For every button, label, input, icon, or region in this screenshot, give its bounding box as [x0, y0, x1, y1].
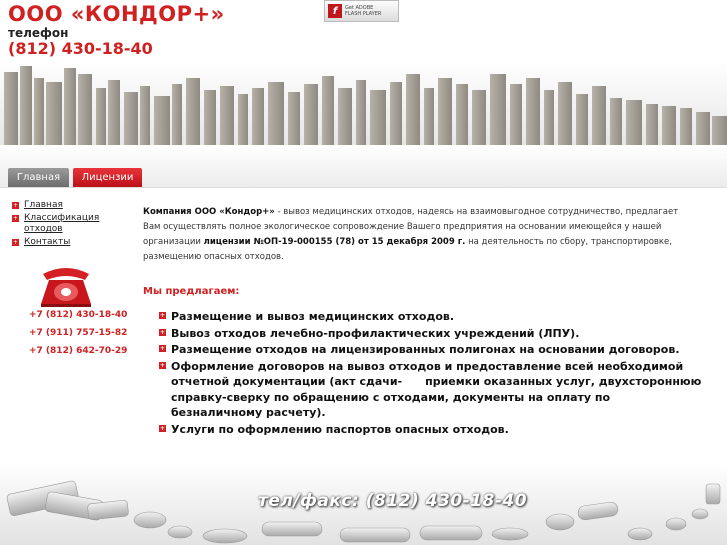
intro-company-name: Компания ООО «Кондор+» — [143, 207, 275, 217]
list-item — [159, 326, 721, 342]
offer-text: Размещение отходов на лицензированных полигонах на основании договоров. — [171, 343, 680, 356]
offer-text: Оформление договоров на вывоз отходов и предоставление всей необходимой отчетной документации (акт сдачи- приемки оказанных услуг, двухстороннюю справку-сверку по обращению с отходами, документы на оплату по безналичному расчету). — [171, 359, 706, 419]
sidebar-item-contacts[interactable] — [12, 237, 127, 248]
intro-text-2: на деятельность по сбору, транспортировке, размещению опасных отходов. — [143, 237, 672, 262]
offer-text: Услуги по оформлению паспортов опасных отходов. — [171, 422, 509, 436]
flash-badge-line1: Get ADOBE — [345, 5, 374, 11]
plus-bullet-icon: + — [159, 328, 166, 336]
plus-bullet-icon: + — [159, 312, 166, 319]
footer-phone-fax: тел/факс: (812) 430-18-40 — [258, 491, 528, 511]
plus-bullet-icon: + — [12, 239, 19, 246]
list-item — [159, 359, 721, 421]
sidebar-menu — [12, 200, 127, 250]
sidebar-item-home[interactable] — [12, 200, 127, 211]
offer-text: Вывоз отходов лечебно-профилактических учреждений (ЛПУ). — [171, 326, 580, 340]
sidebar-item-classification[interactable] — [12, 213, 127, 235]
plus-bullet-icon: + — [159, 345, 166, 352]
get-flash-player-badge[interactable] — [324, 0, 399, 22]
offers-list — [159, 309, 721, 438]
offers-title: Мы предлагаем: — [143, 286, 240, 297]
list-item — [159, 422, 721, 438]
contact-phone-1: +7 (812) 430-18-40 — [29, 310, 128, 320]
sidebar-item-label[interactable]: Главная — [24, 200, 63, 210]
flash-badge-line2: FLASH PLAYER — [345, 11, 382, 17]
header — [0, 0, 727, 145]
list-item — [159, 342, 721, 358]
contact-phone-3: +7 (812) 642-70-29 — [29, 346, 128, 356]
phone-label: телефон — [8, 26, 69, 40]
contact-phone-2: +7 (911) 757-15-82 — [29, 328, 128, 338]
sidebar-phone-list — [29, 306, 127, 360]
tab-licenses[interactable]: Лицензии — [73, 168, 142, 187]
plus-bullet-icon: + — [12, 215, 19, 222]
offer-text: Размещение и вывоз медицинских отходов. — [171, 310, 455, 323]
plus-bullet-icon: + — [159, 424, 166, 432]
plus-bullet-icon: + — [12, 202, 19, 209]
header-phone: (812) 430-18-40 — [8, 39, 153, 58]
intro-paragraph — [143, 205, 688, 265]
sidebar-item-label[interactable]: Классификация отходов — [24, 213, 100, 234]
plus-bullet-icon: + — [159, 361, 166, 369]
flash-icon: f — [328, 4, 342, 18]
list-item — [159, 309, 721, 325]
tab-home[interactable]: Главная — [8, 168, 69, 187]
intro-license: лицензии №ОП-19-000155 (78) от 15 декабря 2009 г. — [203, 237, 466, 247]
intro-text-1: - вывоз медицинских отходов, надеясь на взаимовыгодное сотрудничество, предлагает Вам осуществлять полное экологическое сопровождение Вашего предприятия на основании имеющейся у нашей организации — [143, 207, 679, 247]
sidebar-item-label[interactable]: Контакты — [24, 237, 71, 247]
city-skyline-image — [0, 60, 727, 145]
red-telephone-icon — [37, 260, 95, 308]
company-logo-text: ООО «КОНДОР+» — [8, 2, 225, 26]
